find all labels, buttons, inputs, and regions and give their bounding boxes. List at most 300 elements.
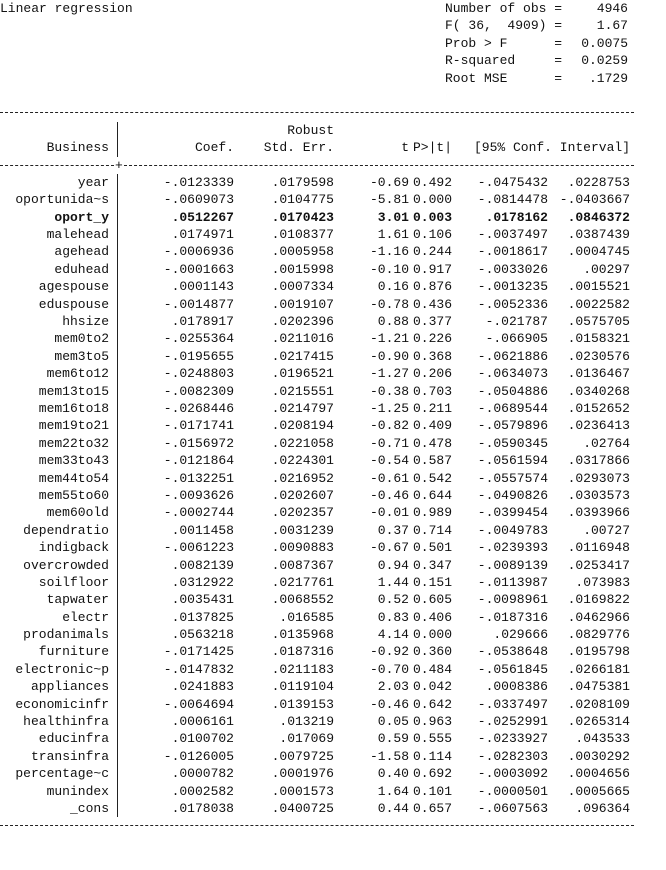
column-header-business: Business (46, 140, 109, 156)
std-err-value: .0216952 (271, 470, 334, 486)
t-value: 0.59 (377, 731, 409, 747)
table-row (0, 591, 666, 608)
table-row (0, 661, 666, 678)
table-row (0, 452, 666, 469)
ci-lower-value: -.0504886 (477, 383, 548, 399)
p-value: 0.605 (412, 592, 452, 608)
variable-name: mem19to21 (38, 418, 109, 434)
table-row (0, 383, 666, 400)
std-err-value: .016585 (279, 609, 334, 625)
divider (0, 165, 114, 166)
std-err-value: .0001976 (271, 766, 334, 782)
std-err-value: .0400725 (271, 800, 334, 816)
coef-value: .0011458 (171, 522, 234, 538)
ci-upper-value: .0015521 (567, 279, 630, 295)
column-separator (117, 800, 118, 817)
ci-lower-value: -.066905 (485, 331, 548, 347)
variable-name: overcrowded (23, 557, 109, 573)
column-header-t: t (401, 140, 409, 156)
variable-name: agehead (54, 244, 109, 260)
coef-value: -.0006936 (163, 244, 234, 260)
table-row (0, 765, 666, 782)
std-err-value: .0202607 (271, 487, 334, 503)
t-value: -0.61 (369, 470, 409, 486)
column-separator (117, 522, 118, 539)
ci-lower-value: -.0033026 (477, 261, 548, 277)
table-row (0, 435, 666, 452)
ci-lower-value: -.0561845 (477, 661, 548, 677)
p-value: 0.101 (412, 783, 452, 799)
coef-value: .0178917 (171, 314, 234, 330)
p-value: 0.377 (412, 314, 452, 330)
stat-label: Root MSE = (445, 70, 563, 86)
p-value: 0.360 (412, 644, 452, 660)
p-value: 0.106 (412, 227, 452, 243)
table-row (0, 209, 666, 226)
stat-label: F( 36, 4909) = (445, 18, 563, 34)
variable-name: healthinfra (23, 714, 109, 730)
coef-value: -.0248803 (163, 366, 234, 382)
ci-upper-value: .00297 (583, 261, 630, 277)
table-row (0, 487, 666, 504)
blank-line (0, 87, 666, 104)
std-err-value: .0019107 (271, 296, 334, 312)
coef-value: .0174971 (171, 227, 234, 243)
ci-upper-value: .0317866 (567, 453, 630, 469)
ci-lower-value: -.0475432 (477, 174, 548, 190)
ci-lower-value: -.0814478 (477, 192, 548, 208)
ci-lower-value: -.0538648 (477, 644, 548, 660)
column-header-line-1 (0, 122, 666, 139)
coef-value: .0178038 (171, 800, 234, 816)
coef-value: -.0014877 (163, 296, 234, 312)
variable-name: munindex (46, 783, 109, 799)
ci-upper-value: .0575705 (567, 314, 630, 330)
coef-value: -.0195655 (163, 348, 234, 364)
variable-name: educinfra (38, 731, 109, 747)
p-value: 0.484 (412, 661, 452, 677)
coef-value: -.0132251 (163, 470, 234, 486)
t-value: -0.67 (369, 540, 409, 556)
variable-name: mem13to15 (38, 383, 109, 399)
t-value: -0.90 (369, 348, 409, 364)
column-separator (117, 661, 118, 678)
std-err-value: .0087367 (271, 557, 334, 573)
header-line-5 (0, 70, 666, 87)
std-err-value: .0135968 (271, 627, 334, 643)
t-value: -0.78 (369, 296, 409, 312)
t-value: -1.16 (369, 244, 409, 260)
variable-name: mem6to12 (46, 366, 109, 382)
column-separator (117, 765, 118, 782)
variable-name: mem0to2 (54, 331, 109, 347)
p-value: 0.436 (412, 296, 452, 312)
variable-name: soilfloor (38, 574, 109, 590)
variable-name: economicinfr (15, 696, 109, 712)
t-value: -1.21 (369, 331, 409, 347)
ci-lower-value: -.0239393 (477, 540, 548, 556)
t-value: -0.46 (369, 487, 409, 503)
column-separator (117, 470, 118, 487)
t-value: 0.37 (377, 522, 409, 538)
column-separator (117, 348, 118, 365)
ci-upper-value: .0475381 (567, 679, 630, 695)
ci-lower-value: -.0621886 (477, 348, 548, 364)
table-row (0, 470, 666, 487)
ci-lower-value: -.0018617 (477, 244, 548, 260)
std-err-value: .0217761 (271, 574, 334, 590)
coef-value: .0001143 (171, 279, 234, 295)
p-value: 0.206 (412, 366, 452, 382)
coef-value: .0002582 (171, 783, 234, 799)
ci-upper-value: .0004656 (567, 766, 630, 782)
header-line-1 (0, 0, 666, 17)
std-err-value: .0208194 (271, 418, 334, 434)
std-err-value: .0224301 (271, 453, 334, 469)
table-row (0, 800, 666, 817)
std-err-value: .0196521 (271, 366, 334, 382)
t-value: 4.14 (377, 627, 409, 643)
t-value: 0.16 (377, 279, 409, 295)
table-row (0, 557, 666, 574)
t-value: 0.88 (377, 314, 409, 330)
divider (0, 112, 634, 113)
std-err-value: .0015998 (271, 261, 334, 277)
column-header-coef: Coef. (194, 140, 234, 156)
coef-value: -.0061223 (163, 540, 234, 556)
ci-upper-value: .0030292 (567, 748, 630, 764)
column-separator (117, 209, 118, 226)
column-separator (117, 557, 118, 574)
ci-upper-value: .0462966 (567, 609, 630, 625)
variable-name: mem33to43 (38, 453, 109, 469)
variable-name: mem44to54 (38, 470, 109, 486)
column-header-se: Std. Err. (263, 140, 334, 156)
table-row (0, 574, 666, 591)
column-header-line-2 (0, 139, 666, 156)
ci-lower-value: -.0098961 (477, 592, 548, 608)
std-err-value: .017069 (279, 731, 334, 747)
table-row (0, 609, 666, 626)
ci-upper-value: .0293073 (567, 470, 630, 486)
stat-value: 4946 (596, 1, 628, 16)
ci-lower-value: -.0607563 (477, 800, 548, 816)
coef-value: .0312922 (171, 574, 234, 590)
table-row (0, 713, 666, 730)
p-value: 0.226 (412, 331, 452, 347)
std-err-value: .0202396 (271, 314, 334, 330)
coef-value: .0137825 (171, 609, 234, 625)
table-row (0, 626, 666, 643)
coef-value: -.0268446 (163, 400, 234, 416)
column-separator (117, 383, 118, 400)
t-value: 1.44 (377, 574, 409, 590)
ci-lower-value: .029666 (493, 627, 548, 643)
variable-name: appliances (30, 679, 109, 695)
table-row (0, 243, 666, 260)
column-separator (117, 730, 118, 747)
p-value: 0.644 (412, 487, 452, 503)
coef-value: .0100702 (171, 731, 234, 747)
top-rule-line (0, 104, 666, 121)
column-separator (117, 713, 118, 730)
ci-upper-value: .0004745 (567, 244, 630, 260)
coef-value: -.0171425 (163, 644, 234, 660)
p-value: 0.409 (412, 418, 452, 434)
std-err-value: .0007334 (271, 279, 334, 295)
column-separator (117, 696, 118, 713)
p-value: 0.917 (412, 261, 452, 277)
p-value: 0.114 (412, 748, 452, 764)
ci-lower-value: -.0089139 (477, 557, 548, 573)
column-separator (117, 191, 118, 208)
column-separator (117, 417, 118, 434)
coef-value: -.0093626 (163, 487, 234, 503)
column-separator (117, 678, 118, 695)
coef-value: -.0171741 (163, 418, 234, 434)
ci-lower-value: -.0049783 (477, 522, 548, 538)
ci-upper-value: .0228753 (567, 174, 630, 190)
variable-name: agespouse (38, 279, 109, 295)
p-value: 0.000 (412, 627, 452, 643)
column-separator (117, 487, 118, 504)
column-separator (117, 122, 118, 139)
ci-upper-value: .0005665 (567, 783, 630, 799)
ci-lower-value: -.0252991 (477, 714, 548, 730)
t-value: 0.83 (377, 609, 409, 625)
header-line-3 (0, 35, 666, 52)
table-row (0, 174, 666, 191)
table-row (0, 696, 666, 713)
table-row (0, 330, 666, 347)
p-value: 0.657 (412, 800, 452, 816)
std-err-value: .0202357 (271, 505, 334, 521)
table-row (0, 261, 666, 278)
ci-lower-value: -.0282303 (477, 748, 548, 764)
coef-value: -.0123339 (163, 174, 234, 190)
p-value: 0.478 (412, 435, 452, 451)
ci-upper-value: .0253417 (567, 557, 630, 573)
p-value: 0.347 (412, 557, 452, 573)
variable-name: transinfra (30, 748, 109, 764)
ci-upper-value: .0152652 (567, 400, 630, 416)
column-header-p: P>|t| (412, 140, 452, 156)
p-value: 0.542 (412, 470, 452, 486)
coef-value: -.0255364 (163, 331, 234, 347)
t-value: -0.82 (369, 418, 409, 434)
variable-name: tapwater (46, 592, 109, 608)
ci-upper-value: .00727 (583, 522, 630, 538)
ci-upper-value: .0158321 (567, 331, 630, 347)
p-value: 0.989 (412, 505, 452, 521)
column-separator (117, 226, 118, 243)
ci-upper-value: .0265314 (567, 714, 630, 730)
ci-upper-value: .0387439 (567, 227, 630, 243)
ci-upper-value: .0303573 (567, 487, 630, 503)
p-value: 0.042 (412, 679, 452, 695)
ci-lower-value: -.0000501 (477, 783, 548, 799)
p-value: 0.555 (412, 731, 452, 747)
p-value: 0.876 (412, 279, 452, 295)
ci-lower-value: -.0187316 (477, 609, 548, 625)
std-err-value: .0179598 (271, 174, 334, 190)
variable-name: _cons (69, 800, 109, 816)
t-value: 0.94 (377, 557, 409, 573)
table-row (0, 417, 666, 434)
t-value: -0.38 (369, 383, 409, 399)
column-separator (117, 452, 118, 469)
t-value: -0.10 (369, 261, 409, 277)
table-row (0, 783, 666, 800)
ci-lower-value: -.0634073 (477, 366, 548, 382)
stat-value: 0.0075 (581, 35, 628, 51)
table-row (0, 678, 666, 695)
variable-name: mem55to60 (38, 487, 109, 503)
ci-lower-value: -.0689544 (477, 400, 548, 416)
coef-value: -.0609073 (163, 192, 234, 208)
coefficient-rows (0, 174, 666, 817)
column-separator (117, 643, 118, 660)
coef-value: .0512267 (171, 209, 234, 225)
column-separator (117, 296, 118, 313)
variable-name: electronic~p (15, 661, 109, 677)
column-separator (117, 504, 118, 521)
t-value: 0.05 (377, 714, 409, 730)
coef-value: .0000782 (171, 766, 234, 782)
ci-upper-value: .0846372 (567, 209, 630, 225)
column-separator (117, 365, 118, 382)
table-row (0, 643, 666, 660)
column-separator (117, 435, 118, 452)
t-value: -0.92 (369, 644, 409, 660)
t-value: 0.52 (377, 592, 409, 608)
column-separator (117, 626, 118, 643)
t-value: -1.58 (369, 748, 409, 764)
bottom-rule-line (0, 817, 666, 834)
coef-value: -.0121864 (163, 453, 234, 469)
variable-name: percentage~c (15, 766, 109, 782)
std-err-value: .0211016 (271, 331, 334, 347)
coef-value: .0241883 (171, 679, 234, 695)
std-err-value: .0108377 (271, 227, 334, 243)
ci-upper-value: .0116948 (567, 540, 630, 556)
ci-lower-value: -.0037497 (477, 227, 548, 243)
ci-upper-value: .0393966 (567, 505, 630, 521)
p-value: 0.692 (412, 766, 452, 782)
stat-label: Prob > F = (445, 35, 563, 51)
column-separator (117, 609, 118, 626)
ci-lower-value: -.0052336 (477, 296, 548, 312)
rule-junction: + (115, 157, 123, 173)
std-err-value: .0215551 (271, 383, 334, 399)
p-value: 0.368 (412, 348, 452, 364)
p-value: 0.501 (412, 540, 452, 556)
variable-name: malehead (46, 227, 109, 243)
ci-upper-value: .0136467 (567, 366, 630, 382)
table-row (0, 365, 666, 382)
ci-lower-value: -.0113987 (477, 574, 548, 590)
ci-upper-value: .0169822 (567, 592, 630, 608)
table-row (0, 191, 666, 208)
t-value: -0.46 (369, 696, 409, 712)
ci-lower-value: -.0579896 (477, 418, 548, 434)
stat-label: R-squared = (445, 53, 563, 69)
ci-lower-value: -.0590345 (477, 435, 548, 451)
variable-name: eduhead (54, 261, 109, 277)
t-value: 0.40 (377, 766, 409, 782)
table-row (0, 313, 666, 330)
p-value: 0.714 (412, 522, 452, 538)
ci-lower-value: -.0233927 (477, 731, 548, 747)
mid-rule-line (0, 157, 666, 174)
ci-upper-value: .02764 (583, 435, 630, 451)
column-separator (117, 539, 118, 556)
table-row (0, 278, 666, 295)
variable-name: prodanimals (23, 627, 109, 643)
ci-lower-value: -.0399454 (477, 505, 548, 521)
stat-value: 1.67 (596, 18, 628, 34)
ci-upper-value: .0340268 (567, 383, 630, 399)
variable-name: mem3to5 (54, 348, 109, 364)
stat-value: 0.0259 (581, 53, 628, 69)
std-err-value: .0170423 (271, 209, 334, 225)
std-err-value: .0139153 (271, 696, 334, 712)
ci-lower-value: -.021787 (485, 314, 548, 330)
ci-upper-value: .0829776 (567, 627, 630, 643)
column-separator (117, 139, 118, 156)
coef-value: -.0147832 (163, 661, 234, 677)
t-value: -0.54 (369, 453, 409, 469)
variable-name: mem22to32 (38, 435, 109, 451)
p-value: 0.151 (412, 574, 452, 590)
std-err-value: .0079725 (271, 748, 334, 764)
p-value: 0.211 (412, 400, 452, 416)
p-value: 0.963 (412, 714, 452, 730)
t-value: 3.01 (377, 209, 409, 225)
ci-upper-value: .0208109 (567, 696, 630, 712)
ci-lower-value: -.0337497 (477, 696, 548, 712)
column-separator (117, 278, 118, 295)
table-row (0, 400, 666, 417)
column-header-ci: [95% Conf. Interval] (473, 140, 630, 156)
ci-lower-value: .0008386 (485, 679, 548, 695)
coef-value: .0082139 (171, 557, 234, 573)
ci-upper-value: .043533 (575, 731, 630, 747)
t-value: 2.03 (377, 679, 409, 695)
column-separator (117, 591, 118, 608)
column-separator (117, 783, 118, 800)
std-err-value: .013219 (279, 714, 334, 730)
ci-upper-value: .096364 (575, 800, 630, 816)
std-err-value: .0214797 (271, 400, 334, 416)
p-value: 0.642 (412, 696, 452, 712)
coef-value: -.0064694 (163, 696, 234, 712)
table-row (0, 522, 666, 539)
p-value: 0.003 (412, 209, 452, 225)
table-row (0, 296, 666, 313)
p-value: 0.492 (412, 174, 452, 190)
model-title: Linear regression (0, 1, 133, 16)
table-row (0, 748, 666, 765)
variable-name: mem16to18 (38, 400, 109, 416)
column-separator (117, 243, 118, 260)
variable-name: eduspouse (38, 296, 109, 312)
coef-value: -.0156972 (163, 435, 234, 451)
column-separator (117, 574, 118, 591)
std-err-value: .0090883 (271, 540, 334, 556)
stat-value: .1729 (588, 70, 628, 86)
robust-label: Robust (287, 122, 334, 138)
